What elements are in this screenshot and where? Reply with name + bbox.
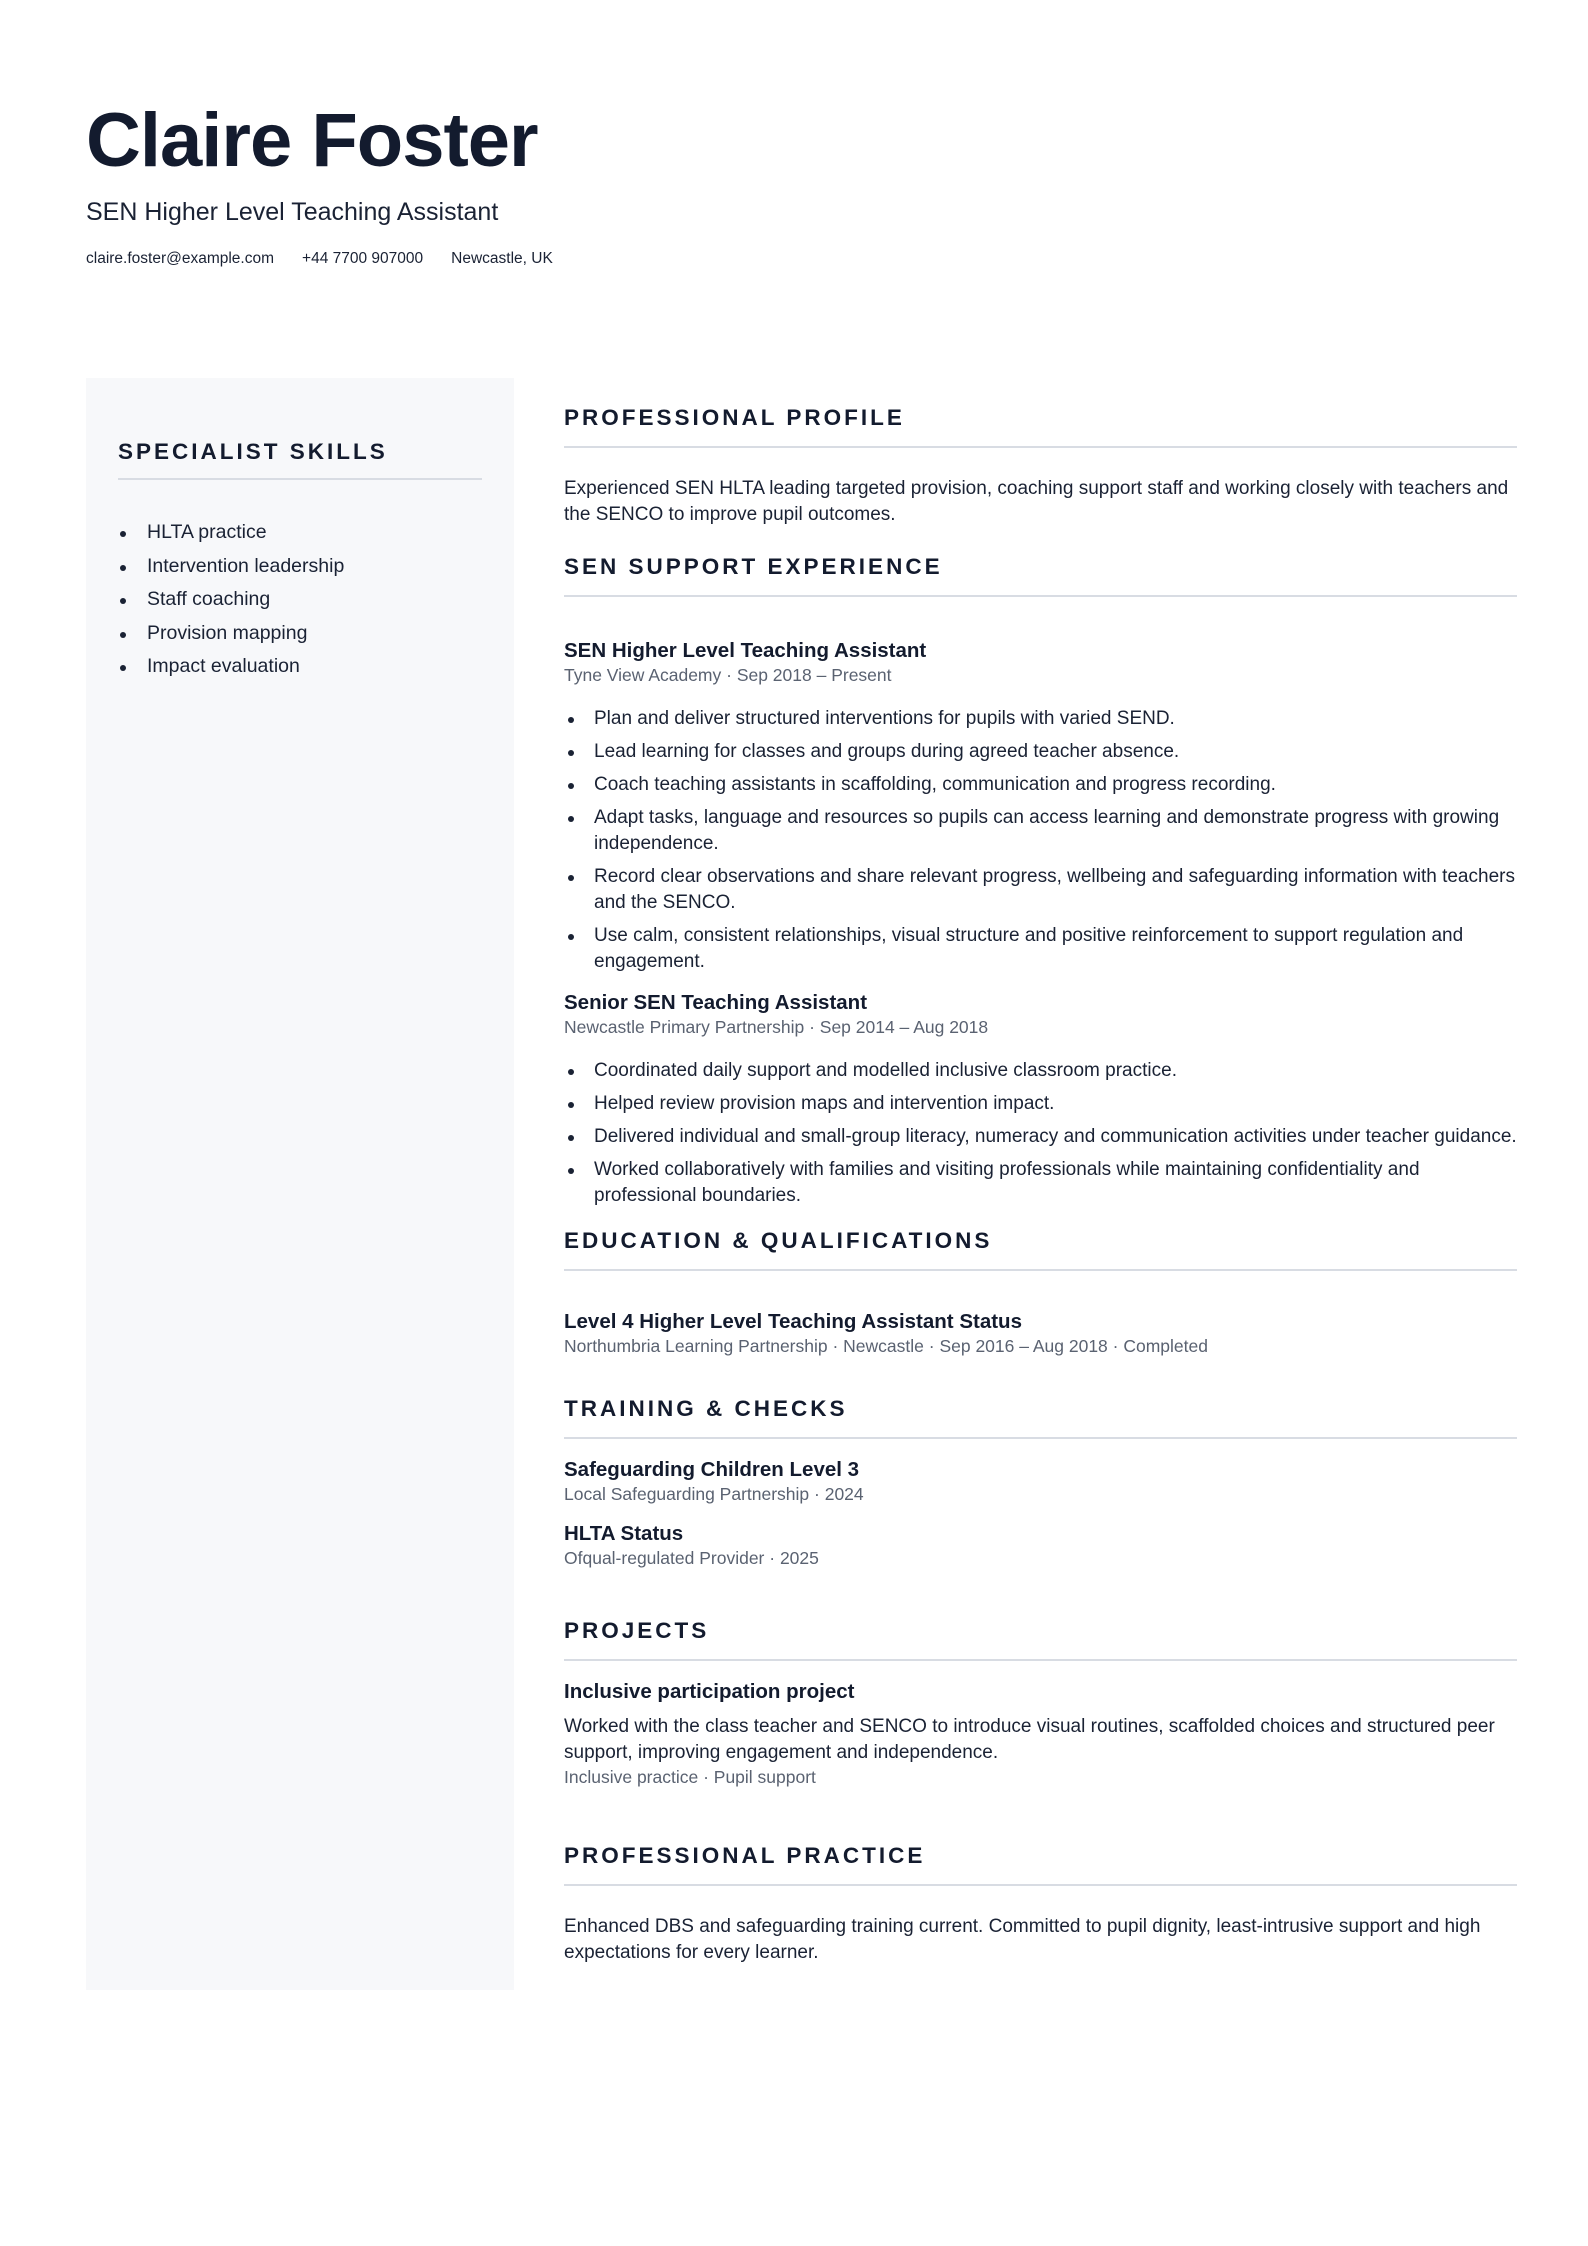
education-title: Level 4 Higher Level Teaching Assistant Status bbox=[564, 1310, 1022, 1333]
job-bullet: Worked collaboratively with families and visiting professionals while maintaining confidentiality and professional boundaries. bbox=[564, 1157, 1517, 1209]
profile-text: Experienced SEN HLTA leading targeted provision, coaching support staff and working closely with teachers and the SENCO to improve pupil outcomes. bbox=[564, 478, 1509, 525]
projects-section bbox=[564, 1617, 1517, 1788]
project-title: Inclusive participation project bbox=[564, 1680, 855, 1703]
skills-heading: SPECIALIST SKILLS bbox=[118, 438, 482, 480]
training-heading: TRAINING & CHECKS bbox=[564, 1395, 1517, 1439]
education-heading: EDUCATION & QUALIFICATIONS bbox=[564, 1227, 1517, 1271]
training-entry bbox=[564, 1457, 1517, 1505]
main-column bbox=[564, 404, 1517, 1966]
experience-heading: SEN SUPPORT EXPERIENCE bbox=[564, 553, 1517, 597]
job-meta: Newcastle Primary Partnership · Sep 2014 – Aug 2018 bbox=[564, 1017, 989, 1037]
practice-text: Enhanced DBS and safeguarding training current. Committed to pupil dignity, least-intrusive support and high expectations for every learner. bbox=[564, 1916, 1481, 1963]
profile-section bbox=[564, 404, 1517, 528]
job-bullet: Helped review provision maps and intervention impact. bbox=[564, 1091, 1517, 1117]
job-bullets bbox=[564, 706, 1517, 975]
projects-heading: PROJECTS bbox=[564, 1617, 1517, 1661]
practice-section bbox=[564, 1842, 1517, 1966]
job-bullet: Coach teaching assistants in scaffolding, communication and progress recording. bbox=[564, 772, 1517, 798]
skill-item: Staff coaching bbox=[118, 583, 482, 617]
project-entry bbox=[564, 1679, 1517, 1788]
project-description: Worked with the class teacher and SENCO to introduce visual routines, scaffolded choices and structured peer support, improving engagement and independence. bbox=[564, 1716, 1495, 1763]
training-meta: Local Safeguarding Partnership · 2024 bbox=[564, 1484, 864, 1504]
sidebar bbox=[86, 378, 514, 1990]
job-meta: Tyne View Academy · Sep 2018 – Present bbox=[564, 665, 892, 685]
job-bullet: Record clear observations and share relevant progress, wellbeing and safeguarding information with teachers and the SENCO. bbox=[564, 864, 1517, 916]
education-meta: Northumbria Learning Partnership · Newcastle · Sep 2016 – Aug 2018 · Completed bbox=[564, 1336, 1208, 1356]
training-title: Safeguarding Children Level 3 bbox=[564, 1458, 860, 1481]
project-tags: Inclusive practice · Pupil support bbox=[564, 1767, 816, 1787]
job-bullet: Delivered individual and small-group literacy, numeracy and communication activities under teacher guidance. bbox=[564, 1124, 1517, 1150]
education-section bbox=[564, 1227, 1517, 1357]
education-entry bbox=[564, 1309, 1517, 1357]
contact-email: claire.foster@example.com bbox=[86, 250, 275, 267]
skill-item: HLTA practice bbox=[118, 516, 482, 550]
job-bullet: Use calm, consistent relationships, visual structure and positive reinforcement to support regulation and engagement. bbox=[564, 923, 1517, 975]
skills-list bbox=[118, 516, 482, 684]
skill-item: Intervention leadership bbox=[118, 550, 482, 584]
job-entry bbox=[564, 990, 1517, 1209]
job-bullet: Lead learning for classes and groups during agreed teacher absence. bbox=[564, 739, 1517, 765]
resume-header bbox=[86, 96, 1506, 269]
experience-section bbox=[564, 553, 1517, 1209]
training-section bbox=[564, 1395, 1517, 1569]
skill-item: Impact evaluation bbox=[118, 650, 482, 684]
job-entry bbox=[564, 638, 1517, 975]
job-title: SEN Higher Level Teaching Assistant bbox=[564, 639, 927, 662]
job-bullet: Coordinated daily support and modelled inclusive classroom practice. bbox=[564, 1058, 1517, 1084]
training-title: HLTA Status bbox=[564, 1522, 684, 1545]
contact-phone: +44 7700 907000 bbox=[302, 250, 424, 267]
job-bullet: Adapt tasks, language and resources so pupils can access learning and demonstrate progress with growing independence. bbox=[564, 805, 1517, 857]
job-title: Senior SEN Teaching Assistant bbox=[564, 991, 868, 1014]
candidate-name: Claire Foster bbox=[86, 98, 538, 183]
profile-heading: PROFESSIONAL PROFILE bbox=[564, 404, 1517, 448]
skill-item: Provision mapping bbox=[118, 617, 482, 651]
contact-location: Newcastle, UK bbox=[451, 250, 553, 267]
training-meta: Ofqual-regulated Provider · 2025 bbox=[564, 1548, 819, 1568]
job-bullet: Plan and deliver structured interventions for pupils with varied SEND. bbox=[564, 706, 1517, 732]
practice-heading: PROFESSIONAL PRACTICE bbox=[564, 1842, 1517, 1886]
training-entry bbox=[564, 1521, 1517, 1569]
contact-info bbox=[86, 249, 1506, 269]
job-bullets bbox=[564, 1058, 1517, 1209]
candidate-headline: SEN Higher Level Teaching Assistant bbox=[86, 198, 499, 226]
